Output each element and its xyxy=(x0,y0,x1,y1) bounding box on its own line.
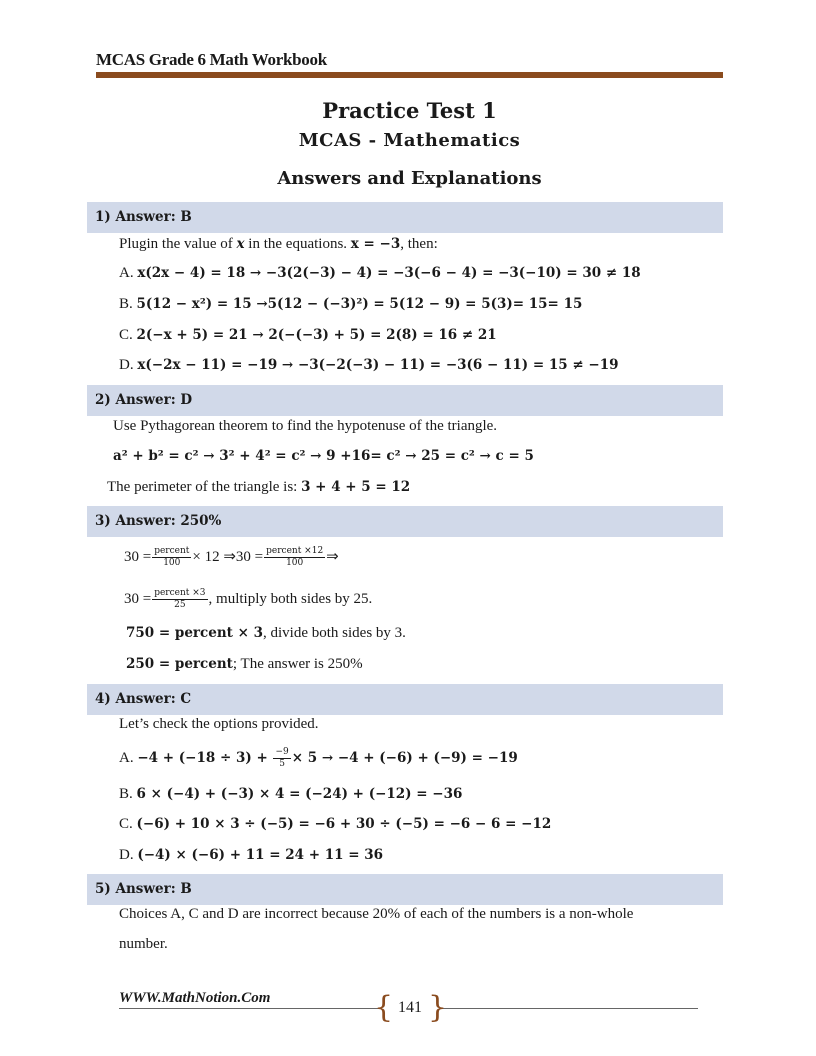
q3-line-2: 30 = $\frac{\text{percent ×3}}{25}$ , multiply both sides by 25. xyxy=(124,588,373,610)
subject-title: MCAS - Mathematics xyxy=(298,130,521,151)
right-bracket-icon: } xyxy=(428,990,448,1025)
answer-bar-3: 3) Answer: 250% xyxy=(87,506,723,537)
q1-option-d: D. x(−2x − 11) = −19 → −3(−2(−3) − 11) = −3(6 − 11) = 15 ≠ −19 xyxy=(119,357,619,373)
footer-rule-left xyxy=(119,1008,381,1009)
practice-test-title: Practice Test 1 xyxy=(322,98,497,123)
answer-bar-5: 5) Answer: B xyxy=(87,874,723,905)
footer-website: WWW.MathNotion.Com xyxy=(119,990,271,1006)
left-bracket-icon: { xyxy=(374,990,394,1025)
footer-rule-right xyxy=(440,1008,698,1009)
q4-option-c: C. (−6) + 10 × 3 ÷ (−5) = −6 + 30 ÷ (−5) = −6 − 6 = −12 xyxy=(119,816,552,832)
q4-option-d: D. (−4) × (−6) + 11 = 24 + 11 = 36 xyxy=(119,847,384,863)
section-title: Answers and Explanations xyxy=(277,168,542,189)
q4-option-a: A. −4 + (−18 ÷ 3) + $\frac{-9}{5}$ × 5 → −4 + (−6) + (−9) = −19 xyxy=(119,747,518,769)
answer-bar-2: 2) Answer: D xyxy=(87,385,723,416)
q2-intro: Use Pythagorean theorem to find the hypotenuse of the triangle. xyxy=(113,418,498,434)
q2-perimeter: The perimeter of the triangle is: 3 + 4 + 5 = 12 xyxy=(107,479,411,495)
fraction: $\frac{\text{percent}}{100}$ xyxy=(154,546,190,568)
q1-option-a: A. x(2x − 4) = 18 → −3(2(−3) − 4) = −3(−6 − 4) = −3(−10) = 30 ≠ 18 xyxy=(119,265,641,281)
workbook-title: MCAS Grade 6 Math Workbook xyxy=(96,50,327,69)
q4-option-b: B. 6 × (−4) + (−3) × 4 = (−24) + (−12) = −36 xyxy=(119,786,463,802)
answer-bar-1: 1) Answer: B xyxy=(87,202,723,233)
page-number: 141 xyxy=(398,999,422,1016)
fraction: $\frac{-9}{5}$ xyxy=(275,747,289,769)
q3-line-4: 250 = percent; The answer is 250% xyxy=(126,656,363,672)
q4-intro: Let’s check the options provided. xyxy=(119,716,319,732)
q1-option-c: C. 2(−x + 5) = 21 → 2(−(−3) + 5) = 2(8) = 16 ≠ 21 xyxy=(119,327,497,343)
q1-option-b: B. 5(12 − x²) = 15 →5(12 − (−3)²) = 5(12 − 9) = 5(3)= 15= 15 xyxy=(119,296,583,312)
q1-intro: Plugin the value of x in the equations. x = −3, then: xyxy=(119,236,438,252)
q5-line-2: number. xyxy=(119,936,168,952)
q5-line-1: Choices A, C and D are incorrect because 20% of each of the numbers is a non-whole xyxy=(119,906,634,922)
fraction: $\frac{\text{percent ×12}}{100}$ xyxy=(266,546,324,568)
q3-line-1: 30 = $\frac{\text{percent}}{100}$ × 12 ⇒30 = $\frac{\text{percent ×12}}{100}$ ⇒ xyxy=(124,546,339,568)
header-rule xyxy=(96,72,723,78)
answer-bar-4: 4) Answer: C xyxy=(87,684,723,715)
q2-equation: a² + b² = c² → 3² + 4² = c² → 9 +16= c² → 25 = c² → c = 5 xyxy=(113,448,534,464)
fraction: $\frac{\text{percent ×3}}{25}$ xyxy=(154,588,206,610)
q3-line-3: 750 = percent × 3, divide both sides by 3. xyxy=(126,625,406,641)
